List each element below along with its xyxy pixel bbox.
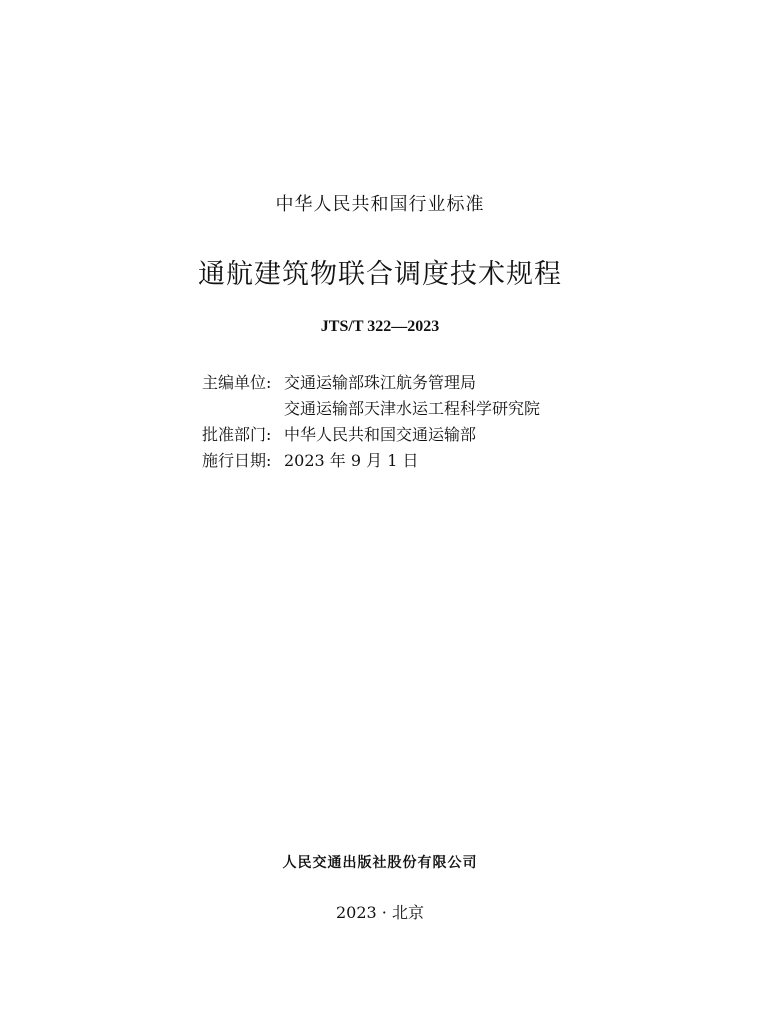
editor-row <box>202 370 540 396</box>
editor-label-spacer <box>202 396 284 422</box>
document-title: 通航建筑物联合调度技术规程 <box>198 259 562 290</box>
editor-org-1: 交通运输部珠江航务管理局 <box>284 373 477 392</box>
editor-label: 主编单位: <box>202 373 272 392</box>
publication-place-year: 2023 · 北京 <box>336 903 424 922</box>
publisher-name: 人民交通出版社股份有限公司 <box>282 855 478 871</box>
approver-value: 中华人民共和国交通运输部 <box>284 425 477 444</box>
effective-label: 施行日期: <box>202 451 272 470</box>
effective-row <box>202 448 540 474</box>
standard-type: 中华人民共和国行业标准 <box>275 194 485 215</box>
editor-org-2: 交通运输部天津水运工程科学研究院 <box>284 399 541 418</box>
effective-date: 2023 年 9 月 1 日 <box>284 451 419 470</box>
approver-row <box>202 422 540 448</box>
editor-row-2 <box>202 396 540 422</box>
approver-label: 批准部门: <box>202 425 272 444</box>
standard-code: JTS/T 322—2023 <box>320 318 440 335</box>
info-block <box>202 370 540 474</box>
